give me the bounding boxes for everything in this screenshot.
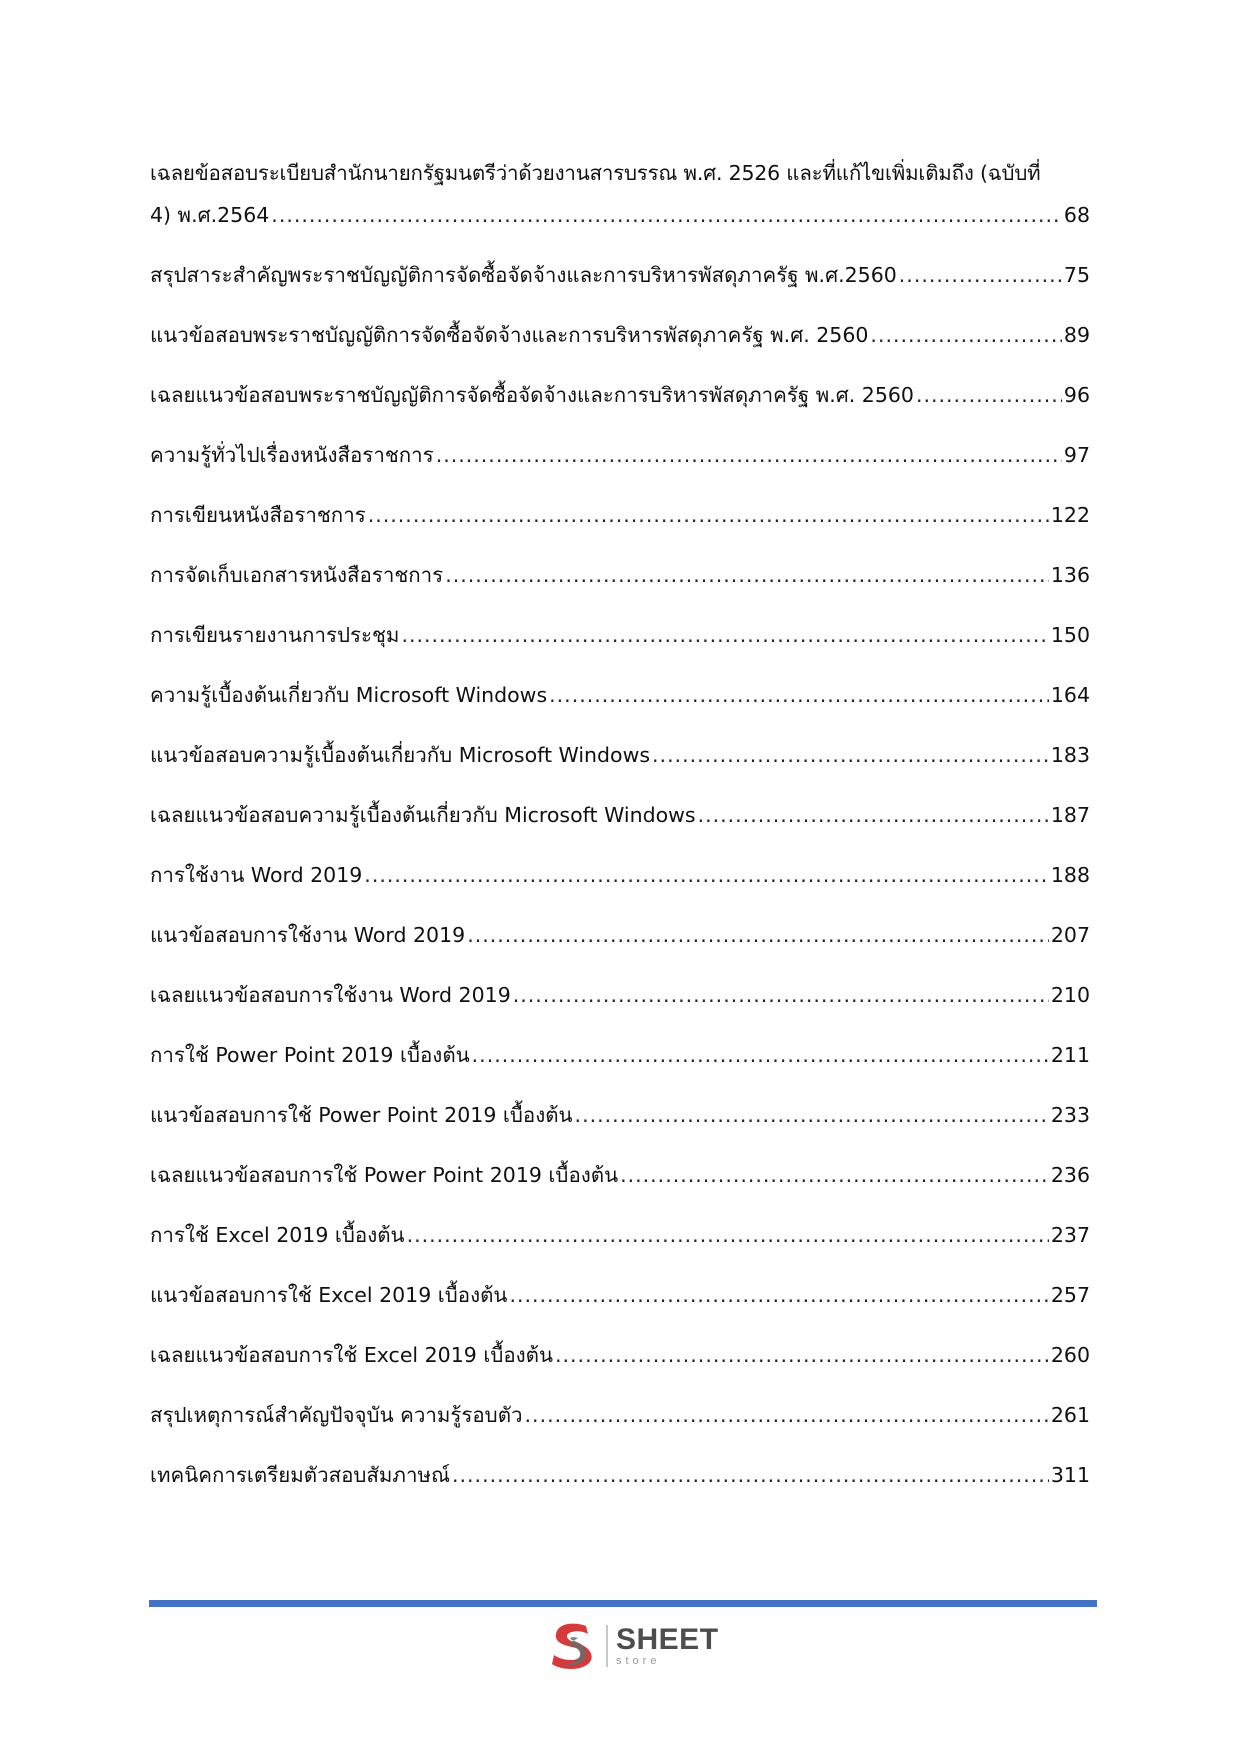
toc-entry-title: การใช้ Excel 2019 เบื้องต้น <box>150 1223 405 1247</box>
toc-entry-title: การจัดเก็บเอกสารหนังสือราชการ <box>150 563 444 587</box>
toc-entry-page: 89 <box>1063 323 1090 347</box>
toc-entry[interactable] <box>150 1034 1090 1076</box>
footer-divider <box>149 1600 1097 1607</box>
toc-entry-page: 260 <box>1050 1343 1090 1367</box>
toc-entry-page: 136 <box>1050 563 1090 587</box>
toc-entry-title: แนวข้อสอบความรู้เบื้องต้นเกี่ยวกับ Microsoft Windows <box>150 743 651 767</box>
toc-entry[interactable] <box>150 434 1090 476</box>
toc-entry-page: 96 <box>1063 383 1090 407</box>
toc-entry-title: แนวข้อสอบการใช้งาน Word 2019 <box>150 923 466 947</box>
dot-leader <box>652 734 1049 776</box>
toc-entry-title: ความรู้เบื้องต้นเกี่ยวกับ Microsoft Windows <box>150 683 548 707</box>
toc-entry-page: 187 <box>1050 803 1090 827</box>
toc-entry[interactable] <box>150 1454 1090 1496</box>
toc-entry-page: 188 <box>1050 863 1090 887</box>
toc-entry-title: การเขียนหนังสือราชการ <box>150 503 366 527</box>
toc-entry-page: 236 <box>1050 1163 1090 1187</box>
toc-entry-title: แนวข้อสอบการใช้ Power Point 2019 เบื้องต้น <box>150 1103 573 1127</box>
toc-entry-page: 183 <box>1050 743 1090 767</box>
toc-entry-title: เทคนิคการเตรียมตัวสอบสัมภาษณ์ <box>150 1463 450 1487</box>
toc-entry[interactable] <box>150 494 1090 536</box>
toc-entry-title: การใช้ Power Point 2019 เบื้องต้น <box>150 1043 470 1067</box>
toc-entry-page: 207 <box>1050 923 1090 947</box>
toc-entry-title: แนวข้อสอบการใช้ Excel 2019 เบื้องต้น <box>150 1283 508 1307</box>
toc-entry-page: 211 <box>1050 1043 1090 1067</box>
toc-entry-title: สรุปเหตุการณ์สำคัญปัจจุบัน ความรู้รอบตัว <box>150 1403 523 1427</box>
logo-name: SHEET <box>616 1623 719 1656</box>
toc-entry[interactable] <box>150 1154 1090 1196</box>
logo-wordmark <box>606 1625 719 1667</box>
toc-entry[interactable] <box>150 1094 1090 1136</box>
toc-entry-title: การใช้งาน Word 2019 <box>150 863 363 887</box>
toc-entry-page: 237 <box>1050 1223 1090 1247</box>
toc-entry-title: เฉลยแนวข้อสอบการใช้ Power Point 2019 เบื้องต้น <box>150 1163 619 1187</box>
toc-entry[interactable] <box>150 152 1090 236</box>
dot-leader <box>620 1154 1049 1196</box>
dot-leader <box>575 1094 1049 1136</box>
toc-entry-page: 150 <box>1050 623 1090 647</box>
dot-leader <box>452 1454 1049 1496</box>
toc-entry-title: สรุปสาระสำคัญพระราชบัญญัติการจัดซื้อจัดจ้างและการบริหารพัสดุภาครัฐ พ.ศ.2560 <box>150 263 897 287</box>
dot-leader <box>899 254 1062 296</box>
toc-entry-page: 257 <box>1050 1283 1090 1307</box>
sheet-store-logo-mark-icon <box>548 1620 596 1672</box>
toc-entry[interactable] <box>150 374 1090 416</box>
sheet-store-logo <box>548 1620 719 1672</box>
toc-entry[interactable] <box>150 254 1090 296</box>
toc-entry-page: 68 <box>1063 203 1090 227</box>
toc-entry[interactable] <box>150 974 1090 1016</box>
toc-entry[interactable] <box>150 854 1090 896</box>
dot-leader <box>364 854 1049 896</box>
toc-entry-title: 4) พ.ศ.2564 <box>150 203 270 227</box>
toc-entry[interactable] <box>150 1274 1090 1316</box>
toc-entry-title: ความรู้ทั่วไปเรื่องหนังสือราชการ <box>150 443 434 467</box>
toc-entry[interactable] <box>150 614 1090 656</box>
toc-entry-page: 261 <box>1050 1403 1090 1427</box>
toc-entry-title: เฉลยแนวข้อสอบพระราชบัญญัติการจัดซื้อจัดจ้างและการบริหารพัสดุภาครัฐ พ.ศ. 2560 <box>150 383 914 407</box>
logo-subtitle: store <box>616 1655 661 1667</box>
dot-leader <box>445 554 1049 596</box>
toc-entry[interactable] <box>150 314 1090 356</box>
toc-entry[interactable] <box>150 734 1090 776</box>
dot-leader <box>401 614 1048 656</box>
toc-entry[interactable] <box>150 554 1090 596</box>
dot-leader <box>407 1214 1049 1256</box>
dot-leader <box>472 1034 1049 1076</box>
dot-leader <box>436 434 1062 476</box>
dot-leader <box>698 794 1049 836</box>
dot-leader <box>870 314 1061 356</box>
toc-entry-title: แนวข้อสอบพระราชบัญญัติการจัดซื้อจัดจ้างและการบริหารพัสดุภาครัฐ พ.ศ. 2560 <box>150 323 869 347</box>
dot-leader <box>549 674 1049 716</box>
toc-entry[interactable] <box>150 1214 1090 1256</box>
toc-entry[interactable] <box>150 794 1090 836</box>
dot-leader <box>271 194 1062 236</box>
toc-entry-page: 97 <box>1063 443 1090 467</box>
toc-entry-page: 233 <box>1050 1103 1090 1127</box>
toc-entry[interactable] <box>150 1334 1090 1376</box>
dot-leader <box>467 914 1049 956</box>
toc-entry-page: 164 <box>1050 683 1090 707</box>
toc-entry-title: การเขียนรายงานการประชุม <box>150 623 400 647</box>
table-of-contents <box>150 152 1090 1514</box>
dot-leader <box>368 494 1049 536</box>
toc-entry-page: 122 <box>1050 503 1090 527</box>
dot-leader <box>555 1334 1049 1376</box>
dot-leader <box>916 374 1062 416</box>
dot-leader <box>513 974 1049 1016</box>
toc-entry[interactable] <box>150 1394 1090 1436</box>
toc-entry-title-line1: เฉลยข้อสอบระเบียบสำนักนายกรัฐมนตรีว่าด้วยงานสารบรรณ พ.ศ. 2526 และที่แก้ไขเพิ่มเติมถึง (ฉบับที่ <box>150 161 1041 185</box>
dot-leader <box>525 1394 1049 1436</box>
toc-entry[interactable] <box>150 674 1090 716</box>
toc-entry-page: 311 <box>1050 1463 1090 1487</box>
toc-entry-title: เฉลยแนวข้อสอบการใช้ Excel 2019 เบื้องต้น <box>150 1343 553 1367</box>
toc-entry[interactable] <box>150 914 1090 956</box>
toc-entry-title: เฉลยแนวข้อสอบความรู้เบื้องต้นเกี่ยวกับ Microsoft Windows <box>150 803 696 827</box>
dot-leader <box>509 1274 1048 1316</box>
toc-entry-page: 75 <box>1063 263 1090 287</box>
toc-entry-page: 210 <box>1050 983 1090 1007</box>
toc-entry-title: เฉลยแนวข้อสอบการใช้งาน Word 2019 <box>150 983 511 1007</box>
